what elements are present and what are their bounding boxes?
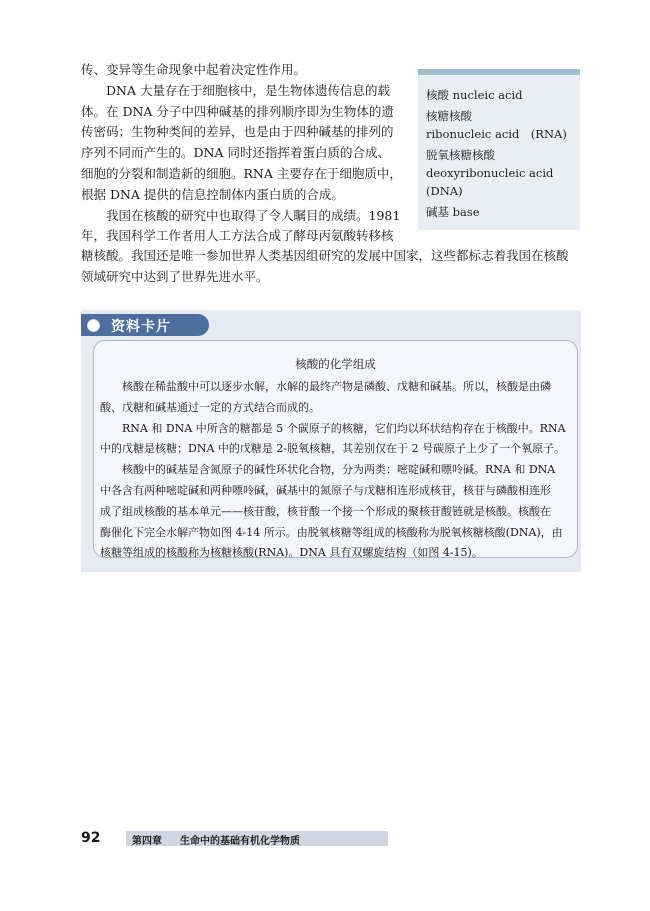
chapter-title: 生命中的基础有机化学物质 [180,836,300,847]
info-card-tab-label: 资料卡片 [111,319,171,335]
card-line: 酸、戊糖和碱基通过一定的方式结合而成的。 [100,400,320,414]
glossary-term: 核糖核酸 [426,109,472,123]
bullet-icon [87,319,100,332]
card-line: RNA 和 DNA 中所含的糖都是 5 个碳原子的核糖，它们均以环状结构存在于核酸中。RNA [122,421,566,435]
card-line: 成了组成核酸的基本单元——核苷酸，核苷酸一个接一个形成的聚核苷酸链就是核酸。核酸在 [100,504,551,518]
card-line: 酶催化下完全水解产物如图 4-14 所示。由脱氧核糖等组成的核酸称为脱氧核糖核酸(DNA)，由 [100,525,563,539]
glossary-term: 脱氧核糖核酸 [426,148,495,162]
body-text-column [81,60,411,247]
body-line: 传、变异等生命现象中起着决定性作用。 [81,62,307,77]
info-card-body [100,377,570,564]
body-line: DNA 大量存在于细胞核中，是生物体遗传信息的载 [106,82,390,98]
body-line: 年，我国科学工作者用人工方法合成了酵母丙氨酸转移核 [81,228,394,244]
glossary-term: deoxyribonucleic acid [426,166,554,180]
card-line: 核酸中的碱基是含氮原子的碱性环状化合物，分为两类：嘧啶碱和嘌呤碱。RNA 和 DNA [122,463,556,477]
glossary-term: 核酸 nucleic acid [426,88,523,102]
glossary-box [418,69,580,230]
card-line: 核糖等组成的核酸称为核糖核酸(RNA)。DNA 具有双螺旋结构（如图 4-15)。 [100,546,483,560]
info-card-tab [81,314,209,336]
body-line: 传密码；生物种类间的差异，也是由于四种碱基的排列的 [81,124,394,140]
glossary-term: (DNA) [426,184,463,198]
chapter-bar [126,831,388,846]
body-line: 根据 DNA 提供的信息控制体内蛋白质的合成。 [81,186,344,202]
chapter-label: 第四章 [132,836,162,847]
page-number: 92 [81,830,101,846]
body-text-full [81,246,581,288]
card-line: 核酸在稀盐酸中可以逐步水解，水解的最终产物是磷酸、戊糖和碱基。所以，核酸是由磷 [122,380,551,393]
glossary-term: 碱基 base [426,205,480,219]
body-line: 我国在核酸的研究中也取得了令人瞩目的成绩。1981 [106,207,401,223]
card-line: 中各含有两种嘧啶碱和两种嘌呤碱，碱基中的氮原子与戊糖相连形成核苷，核苷与磷酸相连形 [100,483,551,497]
card-line: 中的戊糖是核糖；DNA 中的戊糖是 2-脱氧核糖，其差别仅在于 2 号碳原子上少了一个氧原子。 [100,442,566,456]
glossary-term: ribonucleic acid (RNA) [426,127,567,141]
body-line: 细胞的分裂和制造新的细胞。RNA 主要存在于细胞质中， [81,165,402,181]
body-line: 序列不同而产生的。DNA 同时还指挥着蛋白质的合成、 [81,145,390,161]
body-line: 领域研究中达到了世界先进水平。 [81,268,269,284]
body-line: 糖核酸。我国还是唯一参加世界人类基因组研究的发展中国家，这些都标志着我国在核酸 [81,248,569,263]
info-card-title: 核酸的化学组成 [295,357,376,371]
body-line: 体。在 DNA 分子中四种碱基的排列顺序即为生物体的遗 [81,103,394,119]
